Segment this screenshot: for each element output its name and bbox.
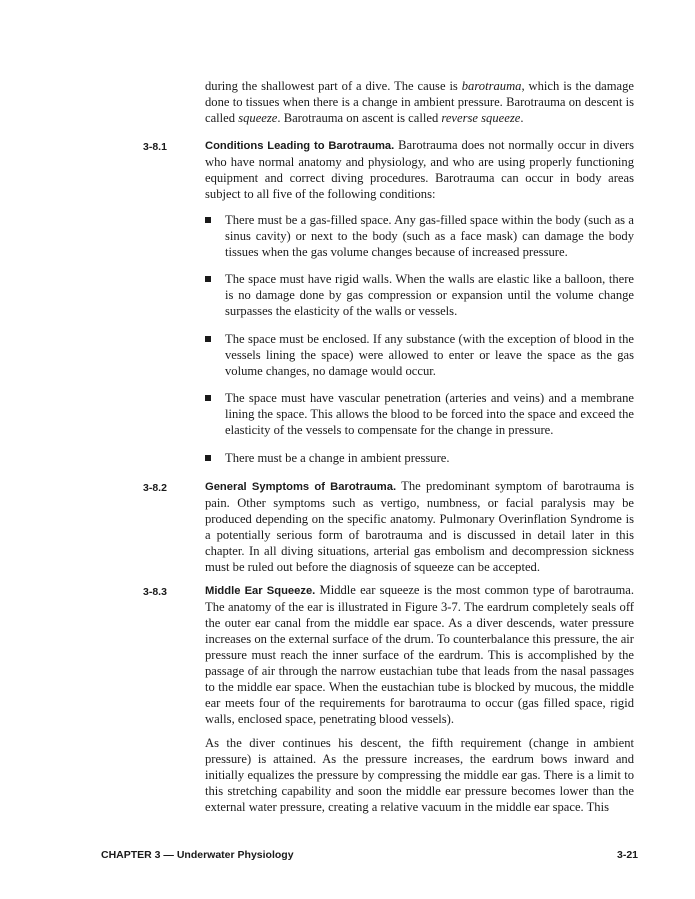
footer-page-number: 3-21 [616,849,638,861]
condition-text: The space must have vascular penetration (arteries and veins) and a membrane lining the space. This allows the blood to be forced into the space and exceed the elasticity of the vessels to compensate for the change in pressure. [225,391,634,437]
term-squeeze: squeeze [238,111,278,125]
square-bullet-icon [205,336,211,342]
intro-paragraph [205,78,634,126]
condition-text: There must be a change in ambient pressure. [225,451,450,465]
square-bullet-icon [205,395,211,401]
condition-text: The space must have rigid walls. When the walls are elastic like a balloon, there is no damage done by gas compression or expansion until the volume change surpasses the elasticity of the walls or vessels. [225,272,634,318]
intro-text-3: . Barotrauma on ascent is called [277,111,442,125]
term-reverse-squeeze: reverse squeeze [441,111,521,125]
section-number-3-8-1: 3-8.1 [143,141,167,153]
section-3-8-2-paragraph [205,478,634,575]
section-3-8-2-text: The predominant symptom of barotrauma is pain. Other symptoms such as vertigo, numbness, or facial paralysis may be produced depending on the specific anatomy. Pulmonary Overinflation Syndrome is a potentially serious form of barotrauma and is discussed in detail later in this chapter. In all diving situations, arterial gas embolism and decompression sickness must be ruled out before the diagnosis of squeeze can be accepted. [205,479,634,574]
term-barotrauma: barotrauma [461,79,522,93]
condition-text: The space must be enclosed. If any substance (with the exception of blood in the vessels lining the space) were allowed to enter or leave the space as the gas volume changes, no damage would occur. [225,332,634,378]
section-number-3-8-2: 3-8.2 [143,482,167,494]
square-bullet-icon [205,217,211,223]
square-bullet-icon [205,455,211,461]
section-3-8-3-paragraph [205,582,634,727]
intro-text-4: . [520,111,524,125]
section-3-8-1-text: Barotrauma does not normally occur in divers who have normal anatomy and physiology, and who are using properly functioning equipment and correct diving procedures. Barotrauma can occur in body areas subject to all five of the following conditions: [205,138,634,201]
section-3-8-2-heading: General Symptoms of Barotrauma. [205,481,397,493]
condition-text: There must be a gas-filled space. Any gas-filled space within the body (such as a sinus cavity) or next to the body (such as a face mask) can damage the body tissues when the gas volume changes because of increased pressure. [225,213,634,259]
section-3-8-1-paragraph [205,137,634,202]
section-3-8-1-heading: Conditions Leading to Barotrauma. [205,140,395,152]
square-bullet-icon [205,276,211,282]
section-3-8-3-continuation: As the diver continues his descent, the fifth requirement (change in ambient pressure) is attained. As the pressure increases, the eardrum bows inward and initially equalizes the pressure by compressing the middle ear gas. There is a limit to this stretching capability and soon the middle ear pressure becomes lower than the external water pressure, creating a relative vacuum in the middle ear space. This [205,736,634,814]
section-number-3-8-3: 3-8.3 [143,586,167,598]
section-3-8-3-heading: Middle Ear Squeeze. [205,585,316,597]
footer-chapter-title: CHAPTER 3 — Underwater Physiology [101,849,294,861]
section-3-8-3-text: Middle ear squeeze is the most common type of barotrauma. The anatomy of the ear is illustrated in Figure 3-7. The eardrum completely seals off the outer ear canal from the middle ear space. As a diver descends, water pressure increases on the external surface of the drum. To counterbalance this pressure, the air pressure must reach the inner surface of the eardrum. This is accomplished by the passage of air through the narrow eustachian tube that leads from the nasal passages to the middle ear space. When the eustachian tube is blocked by mucous, the middle ear meets four of the requirements for barotrauma to occur (gas filled space, rigid walls, enclosed space, penetrating blood vessels). [205,583,634,726]
intro-text-1: during the shallowest part of a dive. The cause is [205,79,462,93]
intro-text-2: , which is the damage done to tissues when there is a change in ambient pressure. Barotrauma on descent is called [205,79,634,125]
